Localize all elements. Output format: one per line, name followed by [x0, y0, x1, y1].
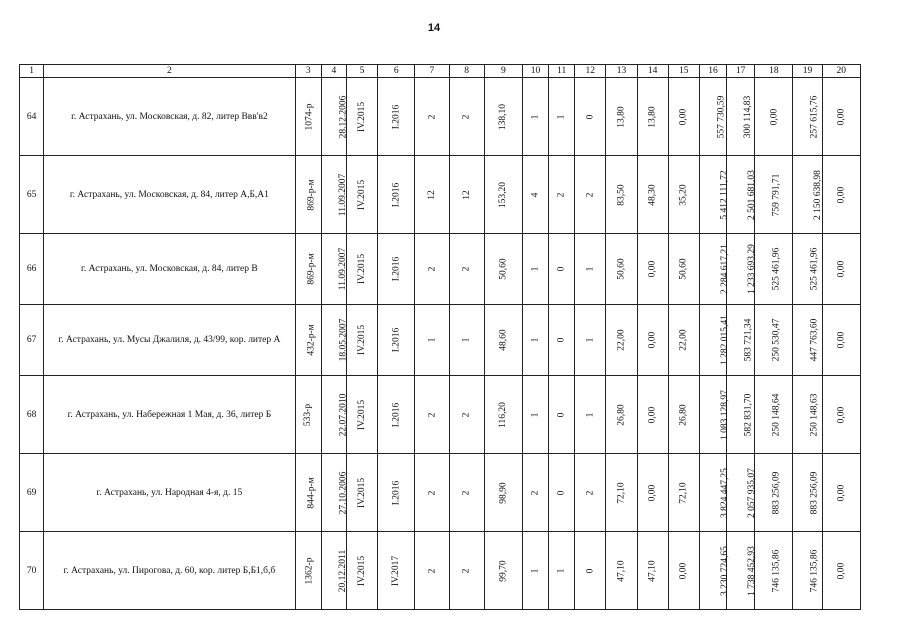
- column-number: 12: [575, 65, 606, 78]
- col11-cell: [549, 305, 575, 376]
- col20-cell: [822, 234, 860, 305]
- col10-cell: [522, 454, 548, 532]
- col16-text: 1 282 015,41: [719, 315, 730, 365]
- col9-text: 153,20: [498, 181, 509, 208]
- column-number: 1: [20, 65, 44, 78]
- col16-text: 3 230 724,65: [719, 545, 730, 596]
- table-row: [20, 78, 861, 156]
- col11-text: 0: [556, 337, 567, 343]
- col10-cell: [522, 532, 548, 610]
- col14-text: 0,00: [647, 406, 658, 423]
- doc-date-text: 27.10.2006: [338, 471, 349, 514]
- col9-cell: [484, 234, 522, 305]
- column-number: 16: [699, 65, 726, 78]
- col13-cell: [606, 454, 637, 532]
- col19-cell: [793, 532, 822, 610]
- col9-text: 138,10: [498, 103, 509, 130]
- row-number: 64: [20, 78, 44, 156]
- col16-text: 2 284 617,21: [719, 244, 730, 294]
- col5-cell: [346, 454, 377, 532]
- col5-cell: [346, 376, 377, 454]
- col5-text: IV.2015: [357, 555, 367, 586]
- col19-text: 447 763,60: [809, 318, 820, 362]
- col14-text: 48,30: [647, 183, 658, 206]
- col6-text: I.2016: [391, 256, 402, 282]
- col16-cell: [699, 454, 730, 532]
- col15-cell: [668, 156, 699, 234]
- address-cell: г. Астрахань, ул. Московская, д. 84, литер В: [44, 234, 295, 305]
- col20-text: 0,00: [836, 260, 847, 278]
- col15-cell: [668, 234, 699, 305]
- col15-cell: [668, 532, 699, 610]
- column-number-row: [20, 65, 861, 78]
- doc-number-text: 869-р-м: [306, 253, 317, 285]
- column-number: 3: [295, 65, 321, 78]
- column-number: 11: [549, 65, 575, 78]
- col14-cell: [637, 156, 668, 234]
- col5-cell: [346, 78, 377, 156]
- col17-cell: [727, 305, 755, 376]
- col8-cell: [449, 376, 484, 454]
- col5-text: IV.2015: [357, 253, 367, 285]
- col20-cell: [822, 532, 860, 610]
- col6-text: I.2016: [391, 182, 402, 207]
- col15-text: 0,00: [678, 562, 689, 579]
- column-number: 10: [522, 65, 548, 78]
- column-number: 15: [668, 65, 699, 78]
- address-cell: г. Астрахань, ул. Мусы Джалиля, д. 43/99, кор. литер А: [44, 305, 295, 376]
- col10-cell: [522, 376, 548, 454]
- column-number: 7: [415, 65, 449, 78]
- col8-cell: [449, 156, 484, 234]
- col15-text: 72,10: [678, 481, 689, 504]
- col12-text: 2: [585, 490, 596, 495]
- col14-cell: [637, 234, 668, 305]
- doc-number-cell: [295, 78, 321, 156]
- col5-cell: [346, 156, 377, 234]
- col19-text: 257 615,76: [809, 95, 820, 138]
- col7-cell: [415, 78, 449, 156]
- col6-cell: [378, 454, 415, 532]
- col15-text: 0,00: [678, 108, 689, 125]
- col19-cell: [793, 156, 822, 234]
- col15-cell: [668, 376, 699, 454]
- table-row: [20, 376, 861, 454]
- col6-text: I.2016: [391, 104, 402, 129]
- col14-cell: [637, 376, 668, 454]
- col19-cell: [793, 454, 822, 532]
- col11-text: 2: [556, 192, 567, 197]
- col19-cell: [793, 234, 822, 305]
- col17-cell: [727, 376, 755, 454]
- col17-cell: [727, 78, 755, 156]
- col16-cell: [699, 376, 730, 454]
- col11-text: 0: [556, 412, 567, 417]
- col9-cell: [484, 532, 522, 610]
- col13-cell: [606, 234, 637, 305]
- col12-text: 0: [585, 114, 596, 119]
- col10-cell: [522, 156, 548, 234]
- col11-cell: [549, 156, 575, 234]
- col19-text: 746 135,86: [809, 549, 820, 592]
- col18-cell: [755, 234, 793, 305]
- col13-cell: [606, 305, 637, 376]
- col7-cell: [415, 305, 449, 376]
- column-number: 13: [606, 65, 637, 78]
- col18-text: 250 530,47: [771, 318, 782, 362]
- table-row: [20, 532, 861, 610]
- col14-cell: [637, 454, 668, 532]
- table-row: [20, 305, 861, 376]
- doc-number-text: 1362-р: [304, 557, 315, 584]
- col18-cell: [755, 156, 793, 234]
- col14-text: 47,10: [647, 559, 658, 582]
- col14-cell: [637, 532, 668, 610]
- col18-text: 0,00: [768, 108, 779, 125]
- housing-table: [19, 64, 861, 610]
- row-number: 67: [20, 305, 44, 376]
- col8-cell: [449, 305, 484, 376]
- col12-text: 0: [585, 568, 596, 573]
- col20-text: 0,00: [836, 108, 847, 125]
- row-number: 66: [20, 234, 44, 305]
- col8-text: 2: [461, 490, 472, 495]
- col15-cell: [668, 454, 699, 532]
- col7-cell: [415, 376, 449, 454]
- col13-cell: [606, 532, 637, 610]
- col17-cell: [727, 156, 755, 234]
- col11-cell: [549, 78, 575, 156]
- col19-cell: [793, 78, 822, 156]
- column-number: 6: [378, 65, 415, 78]
- col9-text: 116,20: [498, 401, 509, 428]
- row-number: 65: [20, 156, 44, 234]
- col11-cell: [549, 454, 575, 532]
- column-number: 4: [321, 65, 346, 78]
- col5-text: IV.2015: [357, 399, 367, 430]
- col13-text: 83,50: [616, 183, 627, 206]
- col18-cell: [755, 305, 793, 376]
- col17-text: 582 831,70: [743, 393, 754, 436]
- col11-text: 1: [556, 568, 567, 573]
- col16-cell: [699, 78, 726, 156]
- doc-date-text: 18.05.2007: [338, 318, 349, 362]
- col18-cell: [755, 78, 793, 156]
- col5-text: IV.2015: [357, 101, 367, 132]
- doc-number-cell: [295, 454, 321, 532]
- table-row: [20, 234, 861, 305]
- col11-text: 1: [556, 114, 567, 119]
- page-number: 14: [427, 22, 441, 34]
- col17-cell: [727, 234, 755, 305]
- col19-text: 2 150 638,98: [813, 169, 824, 220]
- column-number: 20: [822, 65, 860, 78]
- table-row: [20, 156, 861, 234]
- col11-text: 0: [556, 266, 567, 272]
- col18-text: 746 135,86: [771, 549, 782, 592]
- col8-text: 2: [461, 412, 472, 417]
- col19-cell: [793, 305, 822, 376]
- col20-text: 0,00: [836, 484, 847, 501]
- col15-cell: [668, 78, 699, 156]
- col8-text: 2: [461, 114, 472, 119]
- column-number: 18: [755, 65, 793, 78]
- col8-cell: [449, 78, 484, 156]
- col17-text: 1 233 693,29: [746, 244, 757, 294]
- address-cell: г. Астрахань, ул. Набережная 1 Мая, д. 36, литер Б: [44, 376, 295, 454]
- col14-cell: [637, 78, 668, 156]
- col9-cell: [484, 78, 522, 156]
- col6-text: I.2016: [391, 327, 402, 353]
- col11-cell: [549, 234, 575, 305]
- col18-cell: [755, 454, 793, 532]
- col6-cell: [378, 234, 415, 305]
- col9-cell: [484, 156, 522, 234]
- col7-text: 2: [426, 568, 437, 573]
- col16-cell: [699, 305, 730, 376]
- col7-cell: [415, 532, 449, 610]
- col5-cell: [346, 532, 377, 610]
- col9-cell: [484, 454, 522, 532]
- col11-text: 0: [556, 490, 567, 495]
- col10-cell: [522, 305, 548, 376]
- address-cell: г. Астрахань, ул. Пирогова, д. 60, кор. литер Б,Б1,б,б: [44, 532, 295, 610]
- doc-date-text: 22.07.2010: [338, 393, 349, 436]
- doc-date-text: 11.09.2007: [337, 247, 348, 291]
- col5-text: IV.2015: [357, 477, 367, 508]
- doc-date-text: 11.09.2007: [337, 173, 348, 216]
- col9-cell: [484, 305, 522, 376]
- col20-cell: [822, 454, 860, 532]
- col15-text: 50,60: [678, 258, 689, 280]
- col9-text: 99,70: [498, 559, 509, 582]
- col20-cell: [822, 78, 860, 156]
- col7-text: 2: [426, 266, 437, 272]
- col10-text: 4: [530, 192, 541, 197]
- col12-cell: [575, 454, 606, 532]
- column-number: 19: [793, 65, 822, 78]
- col18-text: 250 148,64: [771, 393, 782, 436]
- col8-text: 2: [461, 266, 472, 272]
- col10-text: 1: [530, 337, 541, 343]
- row-number: 69: [20, 454, 44, 532]
- col19-text: 250 148,63: [809, 393, 820, 436]
- col18-text: 883 256,09: [771, 471, 782, 514]
- col12-cell: [575, 156, 606, 234]
- col17-cell: [727, 532, 755, 610]
- col13-text: 47,10: [616, 559, 627, 582]
- column-number: 5: [346, 65, 377, 78]
- col9-cell: [484, 376, 522, 454]
- doc-date-cell: [321, 454, 349, 532]
- col10-text: 1: [530, 114, 541, 119]
- col19-text: 883 256,09: [809, 471, 820, 514]
- col12-cell: [575, 532, 606, 610]
- col6-text: IV.2017: [391, 555, 402, 586]
- column-number: 2: [44, 65, 295, 78]
- table-row: [20, 454, 861, 532]
- col7-text: 12: [426, 189, 437, 200]
- column-number: 17: [727, 65, 755, 78]
- col12-cell: [575, 78, 606, 156]
- col16-cell: [699, 234, 730, 305]
- col15-text: 35,20: [678, 183, 689, 206]
- col15-text: 22,00: [678, 329, 689, 351]
- col20-text: 0,00: [836, 331, 847, 349]
- col17-text: 583 721,34: [743, 318, 754, 362]
- col12-text: 1: [585, 412, 596, 417]
- doc-date-cell: [321, 78, 349, 156]
- col13-cell: [606, 156, 637, 234]
- col17-text: 2 057 935,07: [746, 467, 757, 518]
- doc-date-text: 20.12.2011: [337, 549, 348, 592]
- address-cell: г. Астрахань, ул. Народная 4-я, д. 15: [44, 454, 295, 532]
- doc-date-cell: [321, 532, 346, 610]
- col9-text: 98,90: [498, 481, 509, 504]
- column-number: 14: [637, 65, 668, 78]
- col6-text: I.2016: [391, 402, 402, 427]
- col20-text: 0,00: [836, 562, 847, 579]
- col10-text: 2: [530, 490, 541, 495]
- col8-text: 12: [461, 189, 472, 200]
- col8-cell: [449, 532, 484, 610]
- doc-number-text: 432-р-м: [306, 324, 317, 356]
- col17-text: 2 501 681,03: [746, 169, 757, 220]
- col5-text: IV.2015: [357, 179, 367, 210]
- col8-text: 1: [461, 337, 472, 343]
- col12-cell: [575, 305, 606, 376]
- doc-date-cell: [321, 234, 346, 305]
- col12-text: 2: [585, 192, 596, 197]
- col19-text: 525 461,96: [809, 247, 820, 291]
- col7-text: 2: [426, 412, 437, 417]
- col20-cell: [822, 376, 860, 454]
- col19-cell: [793, 376, 822, 454]
- col12-cell: [575, 376, 606, 454]
- col7-text: 1: [426, 337, 437, 343]
- col13-text: 22,00: [616, 329, 627, 351]
- col8-cell: [449, 234, 484, 305]
- col7-text: 2: [426, 114, 437, 119]
- col20-text: 0,00: [836, 406, 847, 423]
- col7-cell: [415, 454, 449, 532]
- col17-text: 1 738 452,93: [746, 545, 757, 596]
- col20-cell: [822, 156, 860, 234]
- col6-cell: [378, 78, 415, 156]
- col12-text: 1: [585, 337, 596, 343]
- col13-text: 72,10: [616, 481, 627, 504]
- col10-text: 1: [530, 568, 541, 573]
- col17-text: 300 114,83: [743, 95, 754, 138]
- col20-cell: [822, 305, 860, 376]
- col5-cell: [346, 305, 377, 376]
- col10-cell: [522, 78, 548, 156]
- col7-text: 2: [426, 490, 437, 495]
- address-cell: г. Астрахань, ул. Московская, д. 84, литер А,Б,А1: [44, 156, 295, 234]
- col12-cell: [575, 234, 606, 305]
- col11-cell: [549, 376, 575, 454]
- col7-cell: [415, 234, 449, 305]
- col9-text: 50,60: [498, 258, 509, 280]
- doc-number-cell: [295, 532, 321, 610]
- col6-cell: [378, 376, 415, 454]
- col8-cell: [449, 454, 484, 532]
- address-cell: г. Астрахань, ул. Московская, д. 82, литер Ввв'в2: [44, 78, 295, 156]
- doc-number-text: 844-р-м: [306, 476, 317, 509]
- doc-date-cell: [321, 156, 346, 234]
- col17-cell: [727, 454, 755, 532]
- col13-cell: [606, 78, 637, 156]
- col20-text: 0,00: [836, 186, 847, 203]
- col14-text: 0,00: [647, 260, 658, 278]
- col6-cell: [378, 532, 415, 610]
- row-number: 68: [20, 376, 44, 454]
- col9-text: 48,60: [498, 329, 509, 351]
- col6-text: I.2016: [391, 480, 402, 505]
- col13-text: 26,80: [616, 403, 627, 426]
- col14-text: 0,00: [647, 331, 658, 349]
- col16-text: 3 824 447,25: [719, 467, 730, 518]
- doc-date-cell: [321, 376, 349, 454]
- col13-text: 13,80: [616, 105, 627, 128]
- col12-text: 1: [585, 266, 596, 272]
- col14-text: 13,80: [647, 105, 658, 128]
- col13-cell: [606, 376, 637, 454]
- col16-cell: [699, 156, 730, 234]
- doc-number-text: 533-р: [303, 403, 314, 426]
- col13-text: 50,60: [616, 258, 627, 280]
- col6-cell: [378, 156, 415, 234]
- col16-text: 5 412 111,72: [719, 169, 730, 220]
- col18-text: 525 461,96: [771, 247, 782, 291]
- col15-text: 26,80: [678, 403, 689, 426]
- col10-text: 1: [530, 412, 541, 417]
- doc-number-text: 869-р-м: [306, 178, 317, 211]
- column-number: 9: [484, 65, 522, 78]
- col16-text: 557 730,59: [716, 95, 727, 138]
- doc-number-cell: [295, 305, 321, 376]
- col10-text: 1: [530, 266, 541, 272]
- col5-text: IV.2015: [357, 324, 367, 356]
- col7-cell: [415, 156, 449, 234]
- col14-text: 0,00: [647, 484, 658, 501]
- doc-number-text: 1074-р: [304, 103, 315, 130]
- col16-text: 1 083 128,97: [719, 389, 730, 440]
- doc-date-text: 28.12.2006: [338, 95, 349, 138]
- col18-cell: [755, 532, 793, 610]
- column-number: 8: [449, 65, 484, 78]
- col14-cell: [637, 305, 668, 376]
- doc-date-cell: [321, 305, 349, 376]
- col18-cell: [755, 376, 793, 454]
- col11-cell: [549, 532, 575, 610]
- col10-cell: [522, 234, 548, 305]
- col16-cell: [699, 532, 730, 610]
- doc-number-cell: [295, 234, 321, 305]
- col18-text: 759 791,71: [771, 173, 782, 216]
- doc-number-cell: [295, 376, 321, 454]
- col8-text: 2: [461, 568, 472, 573]
- col5-cell: [346, 234, 377, 305]
- col15-cell: [668, 305, 699, 376]
- col6-cell: [378, 305, 415, 376]
- doc-number-cell: [295, 156, 321, 234]
- row-number: 70: [20, 532, 44, 610]
